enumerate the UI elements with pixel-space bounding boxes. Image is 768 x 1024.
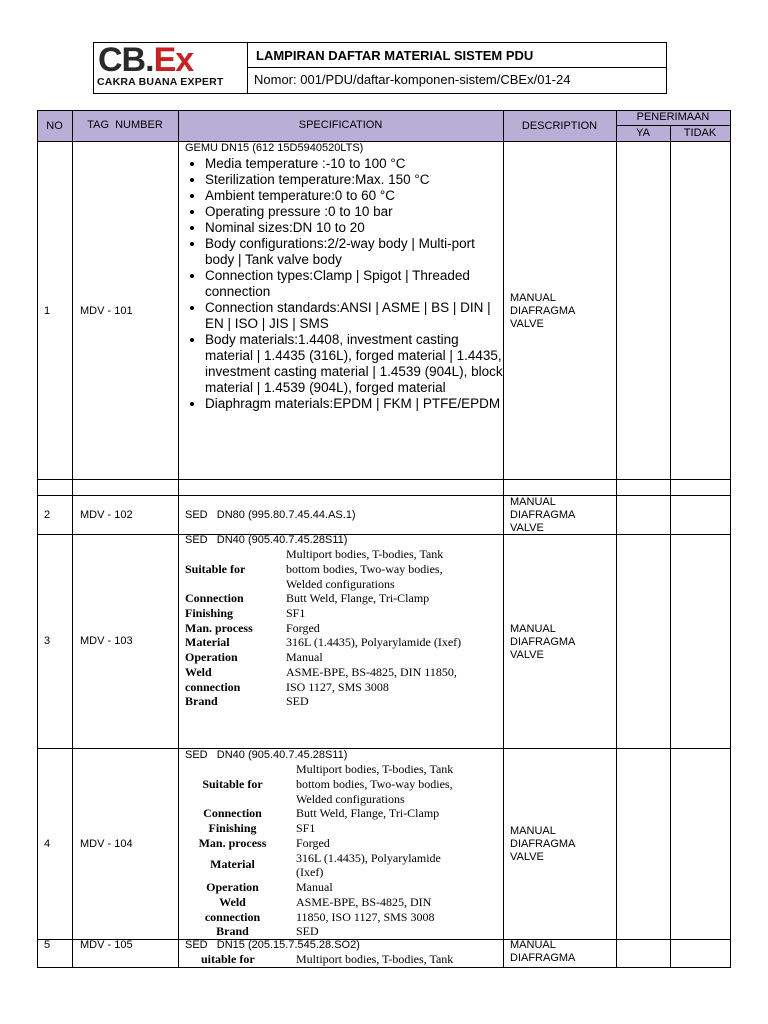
- spec-key: Suitable for: [202, 777, 263, 791]
- spec-key: Weld: [185, 665, 212, 679]
- desc-line: VALVE: [510, 522, 544, 534]
- spec-value: SED: [296, 924, 319, 938]
- row5-no: 5: [44, 939, 51, 951]
- spec-bullet: • Diaphragm materials:EPDM | FKM | PTFE/EPDM: [205, 396, 503, 412]
- spec-key: Weld: [219, 895, 246, 909]
- spec-bullet: • Ambient temperature:0 to 60 °C: [205, 188, 503, 204]
- document-title: LAMPIRAN DAFTAR MATERIAL SISTEM PDU: [248, 43, 666, 68]
- document-number: Nomor: 001/PDU/daftar-komponen-sistem/CBEx/01-24: [254, 72, 571, 87]
- spec-value: ISO 1127, SMS 3008: [286, 680, 389, 694]
- spec-key: Finishing: [185, 606, 234, 620]
- spec-value: 316L (1.4435), Polyarylamide: [296, 851, 441, 865]
- spec-value: Forged: [296, 836, 330, 850]
- header-penerimaan: PENERIMAAN: [636, 111, 710, 123]
- spec-value: Butt Weld, Flange, Tri-Clamp: [286, 591, 430, 605]
- desc-line: DIAFRAGMA: [510, 305, 576, 317]
- row2-spec-code: SED DN80 (995.80.7.45.44.AS.1): [185, 509, 356, 521]
- spec-value: Multiport bodies, T-bodies, Tank: [286, 547, 444, 561]
- spec-key: connection: [204, 910, 261, 924]
- spec-key: Man. process: [198, 836, 267, 850]
- header-tag-number: TAG NUMBER: [87, 119, 163, 131]
- row2-tag: MDV - 102: [80, 509, 133, 521]
- row1-specification: [185, 142, 503, 412]
- desc-line: DIAFRAGMA: [510, 838, 576, 850]
- row5-description: [510, 939, 575, 965]
- header-description: DESCRIPTION: [521, 120, 598, 132]
- spec-bullet: • Connection types:Clamp | Spigot | Threaded connection: [205, 268, 503, 300]
- spec-key: Material: [210, 857, 255, 871]
- spec-bullet: • Body materials:1.4408, investment casting material | 1.4435 (316L), forged material | 1.4435, investment casting material | 1.4539 (904L), block material | 1.4539 (904L), forged material: [205, 332, 503, 396]
- row1-no: 1: [44, 305, 51, 317]
- spec-key: uitable for: [201, 952, 255, 966]
- row4-spec-code: SED DN40 (905.40.7.45.28S11): [185, 749, 348, 761]
- spec-bullet: • Operating pressure :0 to 10 bar: [205, 204, 503, 220]
- logo-subtitle: CAKRA BUANA EXPERT: [97, 76, 224, 88]
- row3-description: [510, 623, 575, 662]
- row4-description: [510, 825, 575, 864]
- desc-line: DIAFRAGMA: [510, 509, 576, 521]
- row3-spec-code: SED DN40 (905.40.7.45.28S11): [185, 534, 348, 546]
- spec-bullet: • Body configurations:2/2-way body | Multi-port body | Tank valve body: [205, 236, 503, 268]
- row1-tag: MDV - 101: [80, 305, 133, 317]
- spec-bullet: • Nominal sizes:DN 10 to 20: [205, 220, 503, 236]
- desc-line: VALVE: [510, 318, 544, 330]
- spec-key: Connection: [185, 591, 244, 605]
- desc-line: VALVE: [510, 649, 544, 661]
- spec-key: Brand: [185, 694, 218, 708]
- desc-line: DIAFRAGMA: [510, 952, 576, 964]
- spec-value: Butt Weld, Flange, Tri-Clamp: [296, 806, 440, 820]
- row3-tag: MDV - 103: [80, 635, 133, 647]
- spec-value: 11850, ISO 1127, SMS 3008: [296, 910, 435, 924]
- header-specification: SPECIFICATION: [298, 119, 383, 131]
- spec-value: Multiport bodies, T-bodies, Tank: [296, 952, 454, 966]
- desc-line: MANUAL: [510, 825, 556, 837]
- spec-value: ASME-BPE, BS-4825, DIN: [296, 895, 432, 909]
- spec-value: Multiport bodies, T-bodies, Tank: [296, 762, 454, 776]
- row4-no: 4: [44, 838, 51, 850]
- desc-line: MANUAL: [510, 939, 556, 951]
- spec-key: Brand: [216, 924, 249, 938]
- spec-key: Connection: [203, 806, 262, 820]
- spec-value: SF1: [296, 821, 316, 835]
- desc-line: MANUAL: [510, 496, 556, 508]
- desc-line: MANUAL: [510, 292, 556, 304]
- spec-value: Manual: [296, 880, 333, 894]
- spec-value: bottom bodies, Two-way bodies,: [286, 562, 443, 576]
- row5-tag: MDV - 105: [80, 939, 133, 951]
- row5-spec-code: SED DN15 (205.15.7.545.28.SO2): [185, 939, 360, 951]
- spec-value: Welded configurations: [296, 792, 405, 806]
- spec-value: Manual: [286, 650, 323, 664]
- desc-line: VALVE: [510, 851, 544, 863]
- spec-value: SED: [286, 694, 309, 708]
- row2-description: [510, 496, 575, 535]
- spec-key: Operation: [206, 880, 259, 894]
- row4-tag: MDV - 104: [80, 838, 133, 850]
- spec-value: Forged: [286, 621, 320, 635]
- header-ya: YA: [636, 127, 650, 139]
- spec-bullet: • Sterilization temperature:Max. 150 °C: [205, 172, 503, 188]
- header-no: NO: [46, 120, 63, 132]
- spec-key: connection: [185, 680, 241, 694]
- row1-description: [510, 292, 575, 331]
- spec-key: Man. process: [185, 621, 253, 635]
- spec-bullet: • Connection standards:ANSI | ASME | BS | DIN | EN | ISO | JIS | SMS: [205, 300, 503, 332]
- spec-key: Operation: [185, 650, 238, 664]
- spec-value: Welded configurations: [286, 577, 395, 591]
- logo-accent-text: Ex: [153, 41, 194, 79]
- desc-line: DIAFRAGMA: [510, 636, 576, 648]
- spec-key: Material: [185, 635, 230, 649]
- row1-spec-list: [185, 156, 503, 412]
- spec-value: SF1: [286, 606, 306, 620]
- row2-no: 2: [44, 509, 51, 521]
- spec-value: bottom bodies, Two-way bodies,: [296, 777, 453, 791]
- spec-key: Finishing: [208, 821, 257, 835]
- desc-line: MANUAL: [510, 623, 556, 635]
- spec-bullet: • Media temperature :-10 to 100 °C: [205, 156, 503, 172]
- row1-spec-code: GEMU DN15 (612 15D5940520LTS): [185, 142, 364, 154]
- logo-main-text: CB.: [98, 41, 154, 79]
- spec-value: (Ixef): [296, 865, 324, 879]
- spec-value: ASME-BPE, BS-4825, DIN 11850,: [286, 665, 457, 679]
- header-tidak: TIDAK: [683, 127, 717, 139]
- spec-value: 316L (1.4435), Polyarylamide (Ixef): [286, 635, 462, 649]
- row3-no: 3: [44, 635, 51, 647]
- spec-key: Suitable for: [185, 562, 246, 576]
